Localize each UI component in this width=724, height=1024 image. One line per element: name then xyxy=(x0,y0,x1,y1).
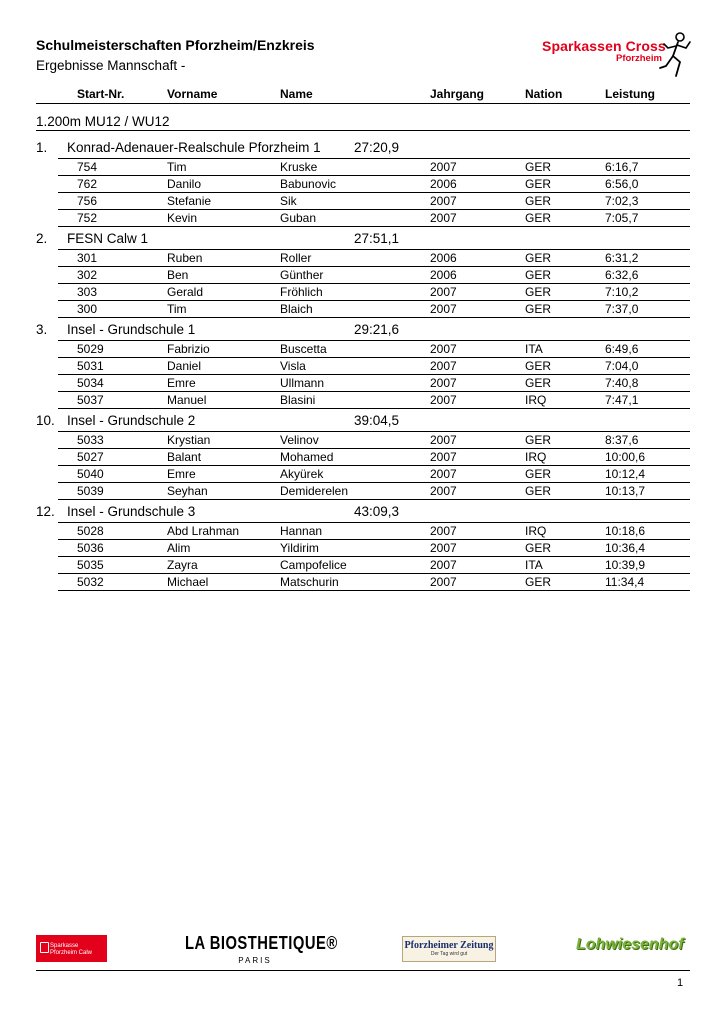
cell-vorname: Alim xyxy=(167,541,191,555)
cell-leistung: 10:12,4 xyxy=(605,467,646,481)
table-row xyxy=(58,300,690,317)
team-header xyxy=(36,502,690,522)
cell-vorname: Fabrizio xyxy=(167,342,210,356)
cell-nation: GER xyxy=(525,302,552,316)
cell-vorname: Gerald xyxy=(167,285,204,299)
cell-name: Blasini xyxy=(280,393,316,407)
team-members-table xyxy=(58,431,690,500)
team-rank: 2. xyxy=(36,231,48,246)
cell-leistung: 7:37,0 xyxy=(605,302,639,316)
cell-nation: GER xyxy=(525,433,552,447)
cell-leistung: 6:56,0 xyxy=(605,177,639,191)
runner-icon xyxy=(658,32,694,80)
cell-start-nr: 302 xyxy=(77,268,98,282)
cell-start-nr: 754 xyxy=(77,160,98,174)
cell-leistung: 7:47,1 xyxy=(605,393,639,407)
cell-name: Guban xyxy=(280,211,317,225)
table-row xyxy=(58,341,690,357)
cell-vorname: Tim xyxy=(167,160,187,174)
cell-nation: ITA xyxy=(525,342,543,356)
cell-jahrgang: 2007 xyxy=(430,342,457,356)
cell-vorname: Seyhan xyxy=(167,484,208,498)
cell-start-nr: 5028 xyxy=(77,524,104,538)
table-row xyxy=(58,573,690,590)
cell-nation: GER xyxy=(525,268,552,282)
cell-nation: GER xyxy=(525,160,552,174)
cell-jahrgang: 2007 xyxy=(430,433,457,447)
table-row xyxy=(58,192,690,209)
cell-vorname: Ruben xyxy=(167,251,203,265)
cell-jahrgang: 2007 xyxy=(430,393,457,407)
table-row xyxy=(58,523,690,539)
cell-jahrgang: 2007 xyxy=(430,211,457,225)
cell-vorname: Michael xyxy=(167,575,209,589)
cell-start-nr: 5036 xyxy=(77,541,104,555)
cell-nation: GER xyxy=(525,467,552,481)
cell-start-nr: 5037 xyxy=(77,393,104,407)
cell-jahrgang: 2007 xyxy=(430,376,457,390)
cell-nation: GER xyxy=(525,285,552,299)
cell-nation: IRQ xyxy=(525,524,547,538)
table-row xyxy=(58,391,690,408)
cell-jahrgang: 2007 xyxy=(430,302,457,316)
cell-jahrgang: 2007 xyxy=(430,160,457,174)
cell-name: Günther xyxy=(280,268,324,282)
cell-start-nr: 5029 xyxy=(77,342,104,356)
cell-vorname: Tim xyxy=(167,302,187,316)
cell-leistung: 11:34,4 xyxy=(605,575,645,589)
cell-start-nr: 5033 xyxy=(77,433,104,447)
cell-start-nr: 5031 xyxy=(77,359,104,373)
team-time: 29:21,6 xyxy=(354,322,400,337)
cell-name: Buscetta xyxy=(280,342,327,356)
divider xyxy=(36,130,690,131)
logo-brand-text: Sparkassen Cross xyxy=(542,38,666,54)
team-name: Insel - Grundschule 3 xyxy=(67,504,196,519)
cell-nation: IRQ xyxy=(525,450,547,464)
team-name: Konrad-Adenauer-Realschule Pforzheim 1 xyxy=(67,140,321,155)
cell-leistung: 10:36,4 xyxy=(605,541,646,555)
team-rank: 1. xyxy=(36,140,48,155)
team-header xyxy=(36,411,690,431)
team-block xyxy=(36,320,690,409)
biosthetique-logo xyxy=(185,933,371,965)
table-row xyxy=(58,539,690,556)
table-row xyxy=(58,556,690,573)
cell-jahrgang: 2007 xyxy=(430,484,457,498)
cell-leistung: 6:16,7 xyxy=(605,160,639,174)
cell-leistung: 6:31,2 xyxy=(605,251,639,265)
team-header xyxy=(36,229,690,249)
cell-leistung: 7:40,8 xyxy=(605,376,639,390)
cell-vorname: Krystian xyxy=(167,433,211,447)
cell-vorname: Ben xyxy=(167,268,189,282)
cell-name: Blaich xyxy=(280,302,313,316)
cell-start-nr: 5040 xyxy=(77,467,104,481)
pz-name: Pforzheimer Zeitung xyxy=(404,940,494,951)
cell-vorname: Stefanie xyxy=(167,194,212,208)
cell-name: Hannan xyxy=(280,524,323,538)
cell-name: Matschurin xyxy=(280,575,339,589)
team-name: FESN Calw 1 xyxy=(67,231,149,246)
cell-nation: GER xyxy=(525,177,552,191)
sponsor-bar xyxy=(0,928,724,968)
cell-leistung: 7:10,2 xyxy=(605,285,639,299)
cell-jahrgang: 2006 xyxy=(430,177,457,191)
table-row xyxy=(58,266,690,283)
cell-vorname: Danilo xyxy=(167,177,202,191)
sparkassen-cross-logo xyxy=(540,32,700,80)
cell-jahrgang: 2007 xyxy=(430,541,457,555)
cell-start-nr: 303 xyxy=(77,285,98,299)
cell-start-nr: 301 xyxy=(77,251,98,265)
cell-start-nr: 756 xyxy=(77,194,98,208)
cell-leistung: 10:00,6 xyxy=(605,450,646,464)
cell-vorname: Abd Lrahman xyxy=(167,524,240,538)
team-members-table xyxy=(58,249,690,318)
cell-start-nr: 752 xyxy=(77,211,98,225)
cell-nation: GER xyxy=(525,484,552,498)
cell-jahrgang: 2006 xyxy=(430,251,457,265)
cell-leistung: 8:37,6 xyxy=(605,433,639,447)
cell-name: Mohamed xyxy=(280,450,334,464)
cell-leistung: 10:39,9 xyxy=(605,558,646,572)
table-row xyxy=(58,374,690,391)
table-row xyxy=(58,482,690,499)
lohwiesenhof-logo: Lohwiesenhof xyxy=(576,936,684,953)
footer-divider xyxy=(36,970,690,971)
team-header xyxy=(36,138,690,158)
team-block xyxy=(36,229,690,318)
table-row xyxy=(58,250,690,266)
cell-name: Velinov xyxy=(280,433,319,447)
event-title: 1.200m MU12 / WU12 xyxy=(36,114,170,129)
cell-vorname: Zayra xyxy=(167,558,198,572)
table-row xyxy=(58,357,690,374)
team-header xyxy=(36,320,690,340)
team-block xyxy=(36,138,690,227)
cell-name: Visla xyxy=(280,359,306,373)
cell-nation: GER xyxy=(525,376,552,390)
table-row xyxy=(58,465,690,482)
cell-start-nr: 5039 xyxy=(77,484,104,498)
cell-nation: GER xyxy=(525,211,552,225)
cell-nation: GER xyxy=(525,194,552,208)
table-row xyxy=(58,159,690,175)
cell-nation: ITA xyxy=(525,558,543,572)
cell-jahrgang: 2006 xyxy=(430,268,457,282)
cell-name: Roller xyxy=(280,251,312,265)
table-row xyxy=(58,432,690,448)
cell-start-nr: 300 xyxy=(77,302,98,316)
team-rank: 12. xyxy=(36,504,55,519)
page-title: Schulmeisterschaften Pforzheim/Enzkreis xyxy=(36,37,315,53)
cell-jahrgang: 2007 xyxy=(430,359,457,373)
cell-nation: GER xyxy=(525,359,552,373)
cell-leistung: 7:02,3 xyxy=(605,194,639,208)
cell-name: Babunovic xyxy=(280,177,337,191)
cell-vorname: Emre xyxy=(167,467,196,481)
table-row xyxy=(58,283,690,300)
cell-start-nr: 5027 xyxy=(77,450,104,464)
cell-start-nr: 5032 xyxy=(77,575,104,589)
pz-sub: Der Tag wird gut xyxy=(430,951,468,957)
cell-nation: GER xyxy=(525,541,552,555)
col-name: Name xyxy=(280,87,313,101)
table-row xyxy=(58,175,690,192)
cell-name: Demiderelen xyxy=(280,484,349,498)
cell-leistung: 7:04,0 xyxy=(605,359,639,373)
table-row xyxy=(58,448,690,465)
page-number: 1 xyxy=(677,977,684,989)
cell-start-nr: 5035 xyxy=(77,558,104,572)
team-block xyxy=(36,502,690,591)
cell-nation: IRQ xyxy=(525,393,547,407)
cell-start-nr: 762 xyxy=(77,177,98,191)
col-start-nr: Start-Nr. xyxy=(77,87,125,101)
column-header xyxy=(36,86,690,104)
cell-nation: GER xyxy=(525,575,552,589)
team-rank: 3. xyxy=(36,322,48,337)
team-time: 43:09,3 xyxy=(354,504,400,519)
cell-name: Campofelice xyxy=(280,558,347,572)
sparkasse-logo xyxy=(36,935,107,962)
cell-name: Sik xyxy=(280,194,297,208)
pforzheimer-zeitung-logo xyxy=(402,936,496,962)
cell-vorname: Kevin xyxy=(167,211,198,225)
cell-name: Fröhlich xyxy=(280,285,323,299)
cell-jahrgang: 2007 xyxy=(430,575,457,589)
page-subtitle: Ergebnisse Mannschaft - xyxy=(36,58,186,73)
cell-name: Yildirim xyxy=(280,541,319,555)
team-name: Insel - Grundschule 1 xyxy=(67,322,196,337)
logo-city-text: Pforzheim xyxy=(616,53,662,64)
cell-vorname: Manuel xyxy=(167,393,207,407)
cell-jahrgang: 2007 xyxy=(430,558,457,572)
col-nation: Nation xyxy=(525,87,563,101)
team-members-table xyxy=(58,158,690,227)
team-name: Insel - Grundschule 2 xyxy=(67,413,196,428)
cell-leistung: 10:13,7 xyxy=(605,484,646,498)
table-row xyxy=(58,209,690,226)
cell-jahrgang: 2007 xyxy=(430,194,457,208)
team-members-table xyxy=(58,340,690,409)
biosthetique-name: LA BIOSTHETIQUE® xyxy=(185,933,338,953)
team-time: 39:04,5 xyxy=(354,413,400,428)
cell-jahrgang: 2007 xyxy=(430,450,457,464)
cell-jahrgang: 2007 xyxy=(430,524,457,538)
team-block xyxy=(36,411,690,500)
cell-jahrgang: 2007 xyxy=(430,467,457,481)
cell-leistung: 6:32,6 xyxy=(605,268,639,282)
team-time: 27:51,1 xyxy=(354,231,400,246)
biosthetique-sub: PARIS xyxy=(238,956,272,965)
cell-leistung: 10:18,6 xyxy=(605,524,646,538)
sparkasse-line2: Pforzheim Calw xyxy=(50,950,93,956)
col-jahrgang: Jahrgang xyxy=(430,87,485,101)
sparkasse-s-icon xyxy=(40,942,49,953)
col-leistung: Leistung xyxy=(605,87,655,101)
cell-vorname: Balant xyxy=(167,450,202,464)
cell-vorname: Emre xyxy=(167,376,196,390)
team-members-table xyxy=(58,522,690,591)
cell-leistung: 6:49,6 xyxy=(605,342,639,356)
cell-nation: GER xyxy=(525,251,552,265)
team-rank: 10. xyxy=(36,413,55,428)
cell-name: Ullmann xyxy=(280,376,325,390)
sparkasse-line1: Sparkasse xyxy=(50,943,79,949)
col-vorname: Vorname xyxy=(167,87,218,101)
cell-start-nr: 5034 xyxy=(77,376,104,390)
cell-name: Kruske xyxy=(280,160,318,174)
cell-leistung: 7:05,7 xyxy=(605,211,639,225)
cell-name: Akyürek xyxy=(280,467,324,481)
cell-jahrgang: 2007 xyxy=(430,285,457,299)
cell-vorname: Daniel xyxy=(167,359,202,373)
team-time: 27:20,9 xyxy=(354,140,400,155)
